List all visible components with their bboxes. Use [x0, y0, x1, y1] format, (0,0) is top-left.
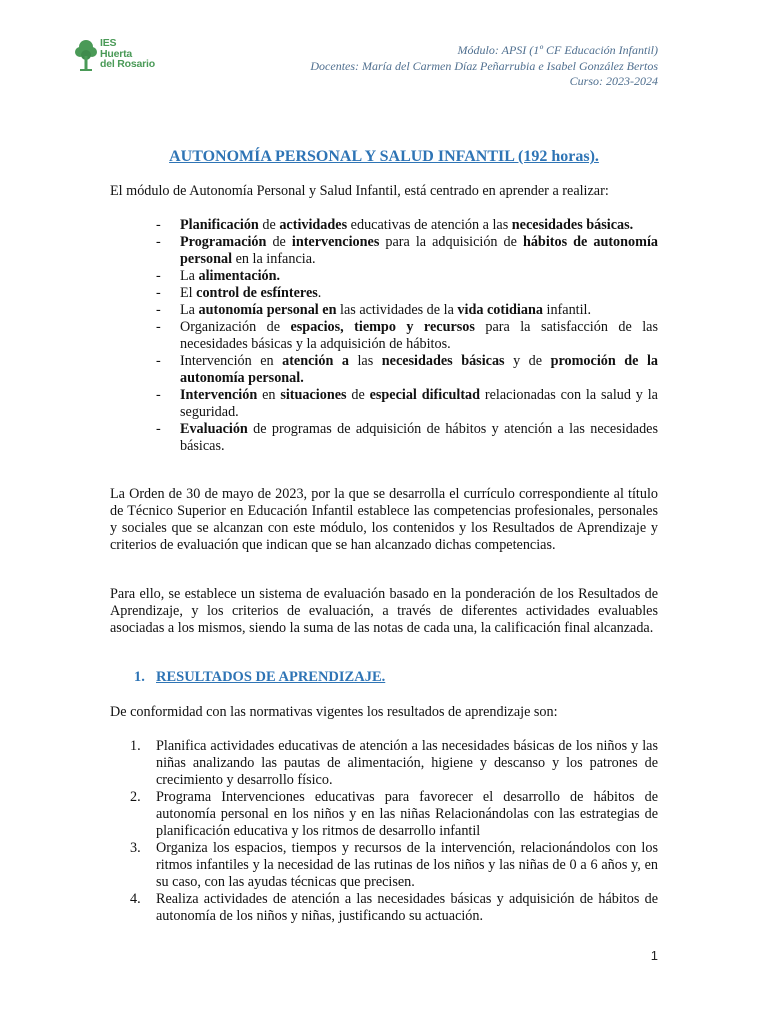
curriculum-paragraph: La Orden de 30 de mayo de 2023, por la que se desarrolla el currículo correspondiente al título de Técnico Superior en Educación Infantil establece las competencias profesionales, personales y sociales que se alcanzan con este módulo, los contenidos y los Resultados de Aprendizaje y criterios de evaluación que indican que se han alcanzado dichas competencias.	[110, 486, 658, 553]
learning-result-item	[130, 891, 658, 925]
skill-item	[152, 285, 658, 302]
result-number: 3.	[130, 840, 141, 856]
section-intro: De conformidad con las normativas vigentes los resultados de aprendizaje son:	[110, 704, 558, 720]
skill-text-segment: especial dificultad	[369, 387, 481, 403]
section-number: 1.	[134, 669, 145, 685]
skill-text-segment: relacionadas con la salud y la seguridad.	[180, 387, 658, 420]
skill-text-segment: en la infancia.	[232, 251, 316, 267]
skill-item	[152, 217, 658, 234]
header-year: Curso: 2023-2024	[569, 74, 658, 88]
skill-text-segment: Intervención	[180, 387, 258, 403]
page-number: 1	[650, 948, 658, 963]
skill-text-segment: Organización de	[180, 319, 291, 335]
skill-text-segment: de	[258, 217, 280, 233]
document-title: AUTONOMÍA PERSONAL Y SALUD INFANTIL (192 horas).	[169, 148, 599, 165]
skill-text-segment: de	[266, 234, 292, 250]
skill-text-segment: de	[346, 387, 370, 403]
skill-text-segment: necesidades básicas.	[511, 217, 634, 233]
skill-text-segment: hábitos de autonomía personal	[180, 234, 658, 267]
skill-text-segment: promoción de la autonomía personal.	[180, 353, 658, 386]
skill-text-segment: El	[180, 285, 197, 301]
skill-text-segment: intervenciones	[291, 234, 380, 250]
logo-line-1: IES	[100, 37, 117, 49]
result-number: 1.	[130, 738, 141, 754]
logo-text	[100, 38, 155, 70]
skill-text-segment: actividades	[279, 217, 348, 233]
evaluation-paragraph: Para ello, se establece un sistema de evaluación basado en la ponderación de los Resultados de Aprendizaje, y los criterios de evaluación, a través de diferentes actividades evaluables asociadas a los mismos, siendo la suma de las notas de cada una, la calificación final alcanzada.	[110, 586, 658, 636]
header-teachers: Docentes: María del Carmen Díaz Peñarrubia e Isabel González Bertos	[310, 58, 658, 73]
skill-text-segment: en	[257, 387, 281, 403]
skill-text-segment: Evaluación	[180, 421, 248, 437]
skill-item	[152, 319, 658, 353]
result-text: Programa Intervenciones educativas para favorecer el desarrollo de hábitos de autonomía personal en los niños y en las niñas Relacionándolas con las estrategias de planificación educativa y los ritmos de desarrollo infantil	[156, 789, 658, 839]
skill-text-segment: Programación	[180, 234, 267, 250]
skill-text-segment: infantil.	[542, 302, 592, 318]
school-logo	[74, 38, 155, 74]
skill-text-segment: Intervención en	[180, 353, 283, 369]
skill-text-segment: .	[317, 285, 322, 301]
skills-list	[152, 217, 658, 455]
skill-text-segment: educativas de atención a las	[347, 217, 512, 233]
skill-text-segment: La	[180, 268, 199, 284]
skill-item	[152, 302, 658, 319]
skill-item	[152, 421, 658, 455]
learning-result-item	[130, 789, 658, 840]
skill-item	[152, 234, 658, 268]
tree-icon	[74, 38, 98, 74]
document-header	[310, 43, 658, 90]
result-text: Realiza actividades de atención a las necesidades básicas y adquisición de hábitos de autonomía de los niños y niñas, justificando su actuación.	[156, 891, 658, 924]
result-number: 2.	[130, 789, 141, 805]
result-number: 4.	[130, 891, 141, 907]
intro-paragraph: El módulo de Autonomía Personal y Salud Infantil, está centrado en aprender a realizar:	[110, 183, 609, 199]
result-text: Planifica actividades educativas de atención a las necesidades básicas de los niños y las niñas analizando las pautas de alimentación, higiene y descanso y los patrones de crecimiento y desarrollo físico.	[156, 738, 658, 788]
skill-text-segment: para la adquisición de	[379, 234, 523, 250]
skill-text-segment: atención a	[282, 353, 349, 369]
skill-text-segment: alimentación.	[198, 268, 281, 284]
learning-result-item	[130, 738, 658, 789]
logo-line-2: Huerta	[100, 47, 133, 60]
learning-result-item	[130, 840, 658, 891]
skill-item	[152, 387, 658, 421]
skill-text-segment: las	[348, 353, 382, 369]
section-heading	[134, 669, 385, 686]
section-title: RESULTADOS DE APRENDIZAJE.	[156, 669, 386, 685]
learning-results-list	[130, 738, 658, 925]
skill-item	[152, 268, 658, 285]
skill-text-segment: La	[180, 302, 199, 318]
skill-text-segment: para la satisfacción de las necesidades básicas y la adquisición de hábitos.	[180, 319, 658, 352]
skill-item	[152, 353, 658, 387]
skill-text-segment: y de	[504, 353, 551, 369]
skill-text-segment: Planificación	[180, 217, 259, 233]
skill-text-segment: situaciones	[280, 387, 347, 403]
skill-text-segment: necesidades básicas	[381, 353, 505, 369]
header-module: Módulo: APSI (1º CF Educación Infantil)	[457, 43, 658, 57]
logo-line-3: del Rosario	[100, 58, 155, 70]
skill-text-segment: espacios, tiempo y recursos	[290, 319, 475, 335]
skill-text-segment: control de esfínteres	[196, 285, 318, 301]
skill-text-segment: autonomía personal en	[198, 302, 337, 318]
skill-text-segment: las actividades de la	[336, 302, 458, 318]
skill-text-segment: de programas de adquisición de hábitos y atención a las necesidades básicas.	[180, 421, 658, 454]
skill-text-segment: vida cotidiana	[457, 302, 543, 318]
result-text: Organiza los espacios, tiempos y recursos de la intervención, relacionándolos con los ritmos infantiles y la necesidad de las rutinas de los niños y las niñas de 0 a 6 años y, en su caso, con las ayudas técnicas que precisen.	[156, 840, 658, 890]
